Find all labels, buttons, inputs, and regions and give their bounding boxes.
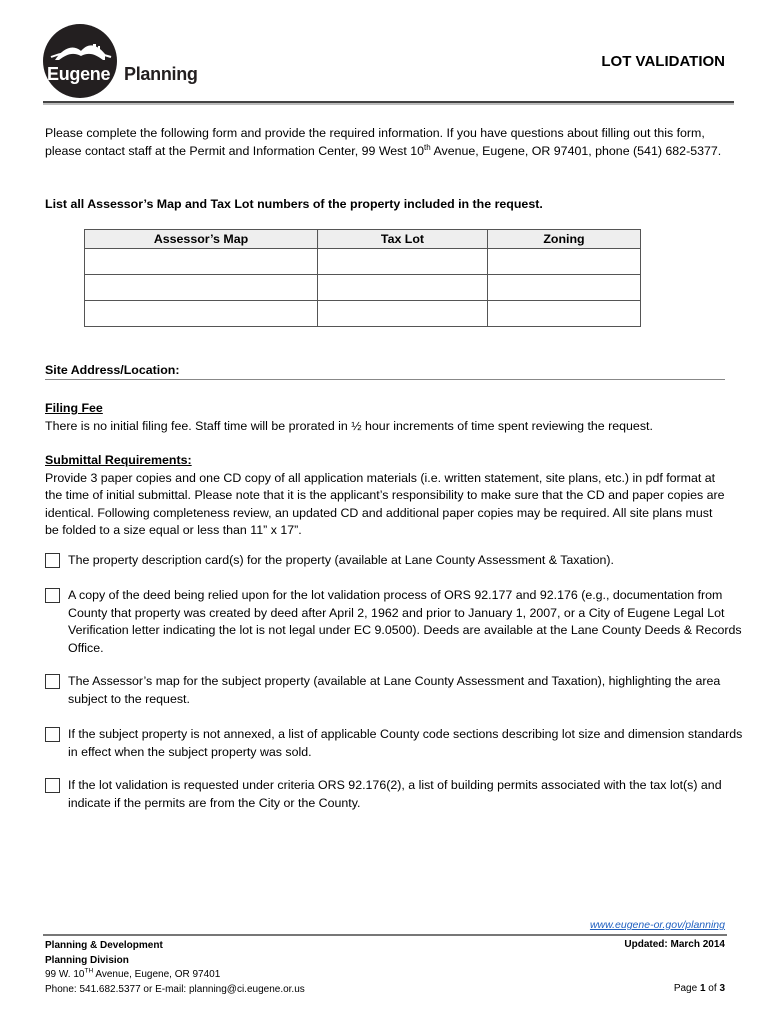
header-divider: [43, 101, 734, 103]
planning-website-link[interactable]: www.eugene-or.gov/planning: [589, 919, 725, 931]
mountain-icon: [43, 24, 117, 98]
footer-address-superscript: TH: [84, 967, 94, 975]
page-number: [674, 983, 725, 994]
checklist-item-text: If the lot validation is requested under criteria ORS 92.176(2), a list of building permits associated with the tax lot(s) and indicate if the permits are from the City or the County.: [68, 778, 722, 810]
zoning-cell[interactable]: [488, 301, 641, 327]
tax-lot-table: [84, 229, 641, 327]
checklist-item-text: A copy of the deed being relied upon for the lot validation process of ORS 92.177 and 92.176 (e.g., documentation from County that property was created by deed after April 2, 1962 and prior to January 1, 2007, or a City of Eugene Legal Lot Verification letter indicating the lot is not legal under EC 9.0500). Deeds are available at the Lane County Deeds & Records Office.: [68, 588, 742, 655]
logo-eugene-text: Eugene: [47, 64, 111, 84]
table-row: [85, 249, 641, 275]
checkbox[interactable]: [45, 553, 60, 568]
tax-lot-cell[interactable]: [318, 249, 488, 275]
footer-address: [45, 968, 305, 983]
footer-divider: [43, 934, 727, 936]
column-header-assessors-map: Assessor’s Map: [85, 230, 318, 249]
page-prefix: Page: [673, 983, 700, 994]
checklist-item: [45, 777, 745, 812]
intro-superscript: th: [424, 142, 431, 152]
assessors-map-cell[interactable]: [85, 275, 318, 301]
table-header-row: [85, 230, 641, 249]
table-row: [85, 301, 641, 327]
footer-department: Planning & Development: [45, 940, 163, 951]
column-header-zoning: Zoning: [488, 230, 641, 249]
checklist-item-text: If the subject property is not annexed, a list of applicable County code sections describing lot size and dimension standards in effect when the subject property was sold.: [68, 727, 743, 759]
column-header-tax-lot: Tax Lot: [318, 230, 488, 249]
footer-contact-block: [45, 939, 305, 997]
tax-lot-cell[interactable]: [318, 275, 488, 301]
checkbox[interactable]: [45, 727, 60, 742]
checklist-item: [45, 726, 745, 761]
filing-fee-section: [45, 400, 725, 435]
submittal-text: Provide 3 paper copies and one CD copy of all application materials (i.e. written statement, site plans, etc.) in pdf format at the time of initial submittal. Please note that it is the applicant’s responsibility to make sure that the CD and paper copies are identical. Following completeness review, an updated CD and additional paper copies may be required. All site plans must be folded to a size equal or less than 11” x 17”.: [45, 470, 725, 537]
footer-address-part2: Avenue, Eugene, OR 97401: [93, 969, 221, 980]
intro-text-1: Please complete the following form and provide the required information. If you have questions about filling out this form, please contact staff at the Permit and Information Center, 99 West 10: [45, 126, 705, 158]
page-total: 3: [719, 983, 725, 994]
footer-division: Planning Division: [45, 954, 129, 966]
tax-lot-cell[interactable]: [318, 301, 488, 327]
checklist-item-text: The Assessor’s map for the subject property (available at Lane County Assessment and Taxation), highlighting the area subject to the request.: [68, 674, 721, 706]
page-current: 1: [699, 983, 706, 994]
assessors-map-cell[interactable]: [85, 301, 318, 327]
intro-text-2: Avenue, Eugene, OR 97401, phone (541) 682-5377.: [430, 143, 722, 158]
checkbox[interactable]: [45, 778, 60, 793]
footer-phone-email: Phone: 541.682.5377 or E-mail: planning@ci.eugene.or.us: [45, 983, 305, 995]
filing-fee-heading: Filing Fee: [45, 401, 103, 415]
site-address-field[interactable]: [45, 379, 725, 380]
table-row: [85, 275, 641, 301]
intro-paragraph: [45, 125, 725, 160]
checklist-item: [45, 673, 745, 708]
submittal-heading: Submittal Requirements:: [45, 453, 192, 467]
zoning-cell[interactable]: [488, 275, 641, 301]
page-title: LOT VALIDATION: [601, 53, 725, 70]
tax-lot-heading: List all Assessor’s Map and Tax Lot numbers of the property included in the request.: [45, 197, 543, 211]
filing-fee-text: There is no initial filing fee. Staff time will be prorated in ½ hour increments of time spent reviewing the request.: [45, 418, 653, 433]
zoning-cell[interactable]: [488, 249, 641, 275]
logo-planning-text: Planning: [124, 64, 198, 84]
checkbox[interactable]: [45, 674, 60, 689]
checkbox[interactable]: [45, 588, 60, 603]
checklist-item: [45, 552, 745, 570]
checklist-item-text: The property description card(s) for the property (available at Lane County Assessment & Taxation).: [68, 553, 614, 567]
site-address-label: Site Address/Location:: [45, 363, 180, 377]
checklist-item: [45, 587, 745, 657]
assessors-map-cell[interactable]: [85, 249, 318, 275]
footer-address-part1: 99 W. 10: [45, 969, 85, 980]
page-of: of: [705, 983, 720, 994]
eugene-planning-logo: [43, 24, 198, 98]
updated-date: Updated: March 2014: [624, 939, 725, 950]
submittal-section: [45, 452, 725, 540]
